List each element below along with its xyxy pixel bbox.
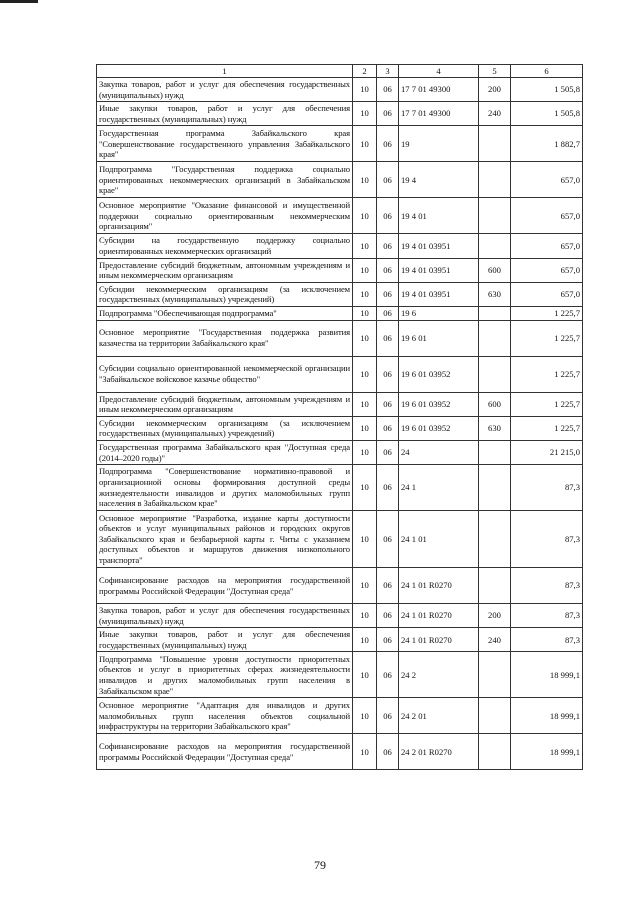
cell-section: 10 xyxy=(353,258,377,282)
header-cell-subsection: 3 xyxy=(377,65,399,78)
cell-subsection: 06 xyxy=(377,734,399,770)
table-row xyxy=(97,282,583,306)
cell-section: 10 xyxy=(353,416,377,440)
cell-amount: 1 505,8 xyxy=(511,78,583,102)
cell-name: Субсидии некоммерческим организациям (за исключением государственных (муниципальных) учреждений) xyxy=(97,416,353,440)
header-cell-expense-type: 5 xyxy=(479,65,511,78)
cell-section: 10 xyxy=(353,162,377,198)
cell-subsection: 06 xyxy=(377,234,399,258)
cell-subsection: 06 xyxy=(377,568,399,604)
cell-expense-type: 600 xyxy=(479,258,511,282)
table-row xyxy=(97,628,583,652)
cell-subsection: 06 xyxy=(377,652,399,698)
cell-name: Основное мероприятие "Оказание финансовой и имущественной поддержки социально ориентированным некоммерческим организациям" xyxy=(97,198,353,234)
cell-name: Подпрограмма "Обеспечивающая подпрограмма" xyxy=(97,306,353,320)
page-number: 79 xyxy=(314,858,326,872)
cell-expense-type: 630 xyxy=(479,416,511,440)
cell-target-code: 19 6 xyxy=(399,306,479,320)
table-row xyxy=(97,568,583,604)
cell-amount: 657,0 xyxy=(511,258,583,282)
cell-section: 10 xyxy=(353,440,377,464)
cell-section: 10 xyxy=(353,734,377,770)
cell-amount: 1 882,7 xyxy=(511,126,583,162)
cell-target-code: 19 4 01 03951 xyxy=(399,258,479,282)
table-body xyxy=(97,78,583,770)
cell-target-code: 19 4 01 03951 xyxy=(399,234,479,258)
cell-subsection: 06 xyxy=(377,320,399,356)
table-row xyxy=(97,306,583,320)
cell-section: 10 xyxy=(353,198,377,234)
cell-name: Основное мероприятие "Разработка, издание карты доступности объектов и услуг муниципальных районов и городских округов Забайкальского края и безбарьерной карты г. Читы с указанием доступных объектов и маршрутов движения низкопольного транспорта" xyxy=(97,511,353,568)
cell-section: 10 xyxy=(353,102,377,126)
cell-expense-type xyxy=(479,568,511,604)
cell-section: 10 xyxy=(353,306,377,320)
table-row xyxy=(97,198,583,234)
cell-name: Подпрограмма "Государственная поддержка социально ориентированных некоммерческих организаций в Забайкальском крае" xyxy=(97,162,353,198)
cell-expense-type xyxy=(479,698,511,734)
cell-expense-type xyxy=(479,440,511,464)
cell-target-code: 24 1 01 R0270 xyxy=(399,604,479,628)
table-row xyxy=(97,234,583,258)
cell-name: Государственная программа Забайкальского края "Совершенствование государственного управления Забайкальского края" xyxy=(97,126,353,162)
cell-name: Иные закупки товаров, работ и услуг для обеспечения государственных (муниципальных) нужд xyxy=(97,102,353,126)
cell-section: 10 xyxy=(353,511,377,568)
cell-amount: 1 225,7 xyxy=(511,356,583,392)
cell-subsection: 06 xyxy=(377,162,399,198)
cell-section: 10 xyxy=(353,126,377,162)
cell-subsection: 06 xyxy=(377,628,399,652)
cell-section: 10 xyxy=(353,320,377,356)
cell-section: 10 xyxy=(353,604,377,628)
cell-amount: 1 225,7 xyxy=(511,416,583,440)
cell-target-code: 17 7 01 49300 xyxy=(399,78,479,102)
cell-expense-type xyxy=(479,320,511,356)
cell-name: Софинансирование расходов на мероприятия государственной программы Российской Федерации "Доступная среда" xyxy=(97,568,353,604)
table-row xyxy=(97,440,583,464)
cell-name: Подпрограмма "Повышение уровня доступности приоритетных объектов и услуг в приоритетных сферах жизнедеятельности инвалидов и других маломобильных групп населения в Забайкальском крае" xyxy=(97,652,353,698)
cell-target-code: 19 4 01 xyxy=(399,198,479,234)
cell-expense-type xyxy=(479,198,511,234)
cell-amount: 87,3 xyxy=(511,465,583,511)
cell-amount: 657,0 xyxy=(511,282,583,306)
cell-subsection: 06 xyxy=(377,306,399,320)
cell-subsection: 06 xyxy=(377,282,399,306)
cell-subsection: 06 xyxy=(377,604,399,628)
cell-target-code: 19 4 xyxy=(399,162,479,198)
cell-target-code: 19 6 01 03952 xyxy=(399,392,479,416)
table-row xyxy=(97,511,583,568)
cell-target-code: 17 7 01 49300 xyxy=(399,102,479,126)
cell-amount: 1 505,8 xyxy=(511,102,583,126)
table-row xyxy=(97,78,583,102)
cell-expense-type xyxy=(479,126,511,162)
budget-table xyxy=(96,64,583,770)
cell-name: Субсидии некоммерческим организациям (за исключением государственных (муниципальных) учреждений) xyxy=(97,282,353,306)
cell-expense-type xyxy=(479,356,511,392)
cell-target-code: 24 1 01 xyxy=(399,511,479,568)
cell-amount: 21 215,0 xyxy=(511,440,583,464)
table-row xyxy=(97,416,583,440)
table-row xyxy=(97,102,583,126)
cell-subsection: 06 xyxy=(377,465,399,511)
cell-target-code: 19 6 01 03952 xyxy=(399,356,479,392)
cell-subsection: 06 xyxy=(377,356,399,392)
cell-amount: 657,0 xyxy=(511,234,583,258)
cell-section: 10 xyxy=(353,282,377,306)
cell-target-code: 24 1 01 R0270 xyxy=(399,628,479,652)
table-row xyxy=(97,652,583,698)
cell-section: 10 xyxy=(353,234,377,258)
cell-name: Субсидии на государственную поддержку социально ориентированных некоммерческих организаций xyxy=(97,234,353,258)
cell-name: Субсидии социально ориентированной некоммерческой организации "Забайкальское войсковое казачье общество" xyxy=(97,356,353,392)
cell-amount: 657,0 xyxy=(511,162,583,198)
cell-section: 10 xyxy=(353,392,377,416)
cell-target-code: 24 2 01 xyxy=(399,698,479,734)
cell-subsection: 06 xyxy=(377,126,399,162)
cell-target-code: 24 xyxy=(399,440,479,464)
cell-amount: 87,3 xyxy=(511,511,583,568)
table-row xyxy=(97,258,583,282)
cell-subsection: 06 xyxy=(377,392,399,416)
cell-subsection: 06 xyxy=(377,698,399,734)
cell-expense-type xyxy=(479,734,511,770)
cell-amount: 1 225,7 xyxy=(511,306,583,320)
cell-name: Государственная программа Забайкальского края "Доступная среда (2014–2020 годы)" xyxy=(97,440,353,464)
table-row xyxy=(97,465,583,511)
table-row xyxy=(97,698,583,734)
scan-edge-mark xyxy=(0,0,38,3)
cell-target-code: 19 6 01 03952 xyxy=(399,416,479,440)
cell-amount: 87,3 xyxy=(511,604,583,628)
cell-amount: 18 999,1 xyxy=(511,698,583,734)
cell-name: Основное мероприятие "Адаптация для инвалидов и других маломобильных групп населения объектов социальной инфраструктуры на территории Забайкальского края" xyxy=(97,698,353,734)
cell-target-code: 19 6 01 xyxy=(399,320,479,356)
cell-amount: 87,3 xyxy=(511,628,583,652)
table-row xyxy=(97,604,583,628)
cell-section: 10 xyxy=(353,652,377,698)
cell-name: Софинансирование расходов на мероприятия государственной программы Российской Федерации "Доступная среда" xyxy=(97,734,353,770)
cell-expense-type: 600 xyxy=(479,392,511,416)
cell-expense-type xyxy=(479,652,511,698)
table-row xyxy=(97,734,583,770)
cell-amount: 1 225,7 xyxy=(511,320,583,356)
cell-section: 10 xyxy=(353,698,377,734)
cell-subsection: 06 xyxy=(377,198,399,234)
cell-expense-type xyxy=(479,306,511,320)
cell-subsection: 06 xyxy=(377,258,399,282)
cell-target-code: 19 4 01 03951 xyxy=(399,282,479,306)
table-row xyxy=(97,356,583,392)
cell-subsection: 06 xyxy=(377,78,399,102)
cell-name: Предоставление субсидий бюджетным, автономным учреждениям и иным некоммерческим организациям xyxy=(97,392,353,416)
cell-section: 10 xyxy=(353,628,377,652)
header-cell-name: 1 xyxy=(97,65,353,78)
cell-name: Основное мероприятие "Государственная поддержка развития казачества на территории Забайкальского края" xyxy=(97,320,353,356)
cell-target-code: 24 2 01 R0270 xyxy=(399,734,479,770)
cell-subsection: 06 xyxy=(377,102,399,126)
cell-expense-type: 240 xyxy=(479,102,511,126)
cell-expense-type: 200 xyxy=(479,78,511,102)
cell-expense-type xyxy=(479,511,511,568)
cell-section: 10 xyxy=(353,568,377,604)
cell-name: Иные закупки товаров, работ и услуг для обеспечения государственных (муниципальных) нужд xyxy=(97,628,353,652)
cell-expense-type: 240 xyxy=(479,628,511,652)
table-row xyxy=(97,320,583,356)
cell-expense-type xyxy=(479,465,511,511)
cell-name: Закупка товаров, работ и услуг для обеспечения государственных (муниципальных) нужд xyxy=(97,78,353,102)
cell-subsection: 06 xyxy=(377,511,399,568)
cell-target-code: 24 1 xyxy=(399,465,479,511)
cell-subsection: 06 xyxy=(377,416,399,440)
cell-amount: 18 999,1 xyxy=(511,734,583,770)
cell-section: 10 xyxy=(353,465,377,511)
header-cell-target-code: 4 xyxy=(399,65,479,78)
cell-target-code: 24 2 xyxy=(399,652,479,698)
cell-amount: 657,0 xyxy=(511,198,583,234)
cell-expense-type xyxy=(479,234,511,258)
cell-section: 10 xyxy=(353,78,377,102)
cell-amount: 87,3 xyxy=(511,568,583,604)
cell-target-code: 19 xyxy=(399,126,479,162)
cell-expense-type: 200 xyxy=(479,604,511,628)
cell-amount: 18 999,1 xyxy=(511,652,583,698)
header-cell-amount: 6 xyxy=(511,65,583,78)
cell-name: Предоставление субсидий бюджетным, автономным учреждениям и иным некоммерческим организациям xyxy=(97,258,353,282)
cell-name: Подпрограмма "Совершенствование нормативно-правовой и организационной основы формирования доступной среды жизнедеятельности инвалидов и других маломобильных групп населения в Забайкальском крае" xyxy=(97,465,353,511)
header-cell-section: 2 xyxy=(353,65,377,78)
table-row xyxy=(97,126,583,162)
table-row xyxy=(97,392,583,416)
cell-expense-type xyxy=(479,162,511,198)
cell-name: Закупка товаров, работ и услуг для обеспечения государственных (муниципальных) нужд xyxy=(97,604,353,628)
cell-target-code: 24 1 01 R0270 xyxy=(399,568,479,604)
cell-subsection: 06 xyxy=(377,440,399,464)
cell-section: 10 xyxy=(353,356,377,392)
table-row xyxy=(97,162,583,198)
cell-amount: 1 225,7 xyxy=(511,392,583,416)
cell-expense-type: 630 xyxy=(479,282,511,306)
header-row xyxy=(97,65,583,78)
